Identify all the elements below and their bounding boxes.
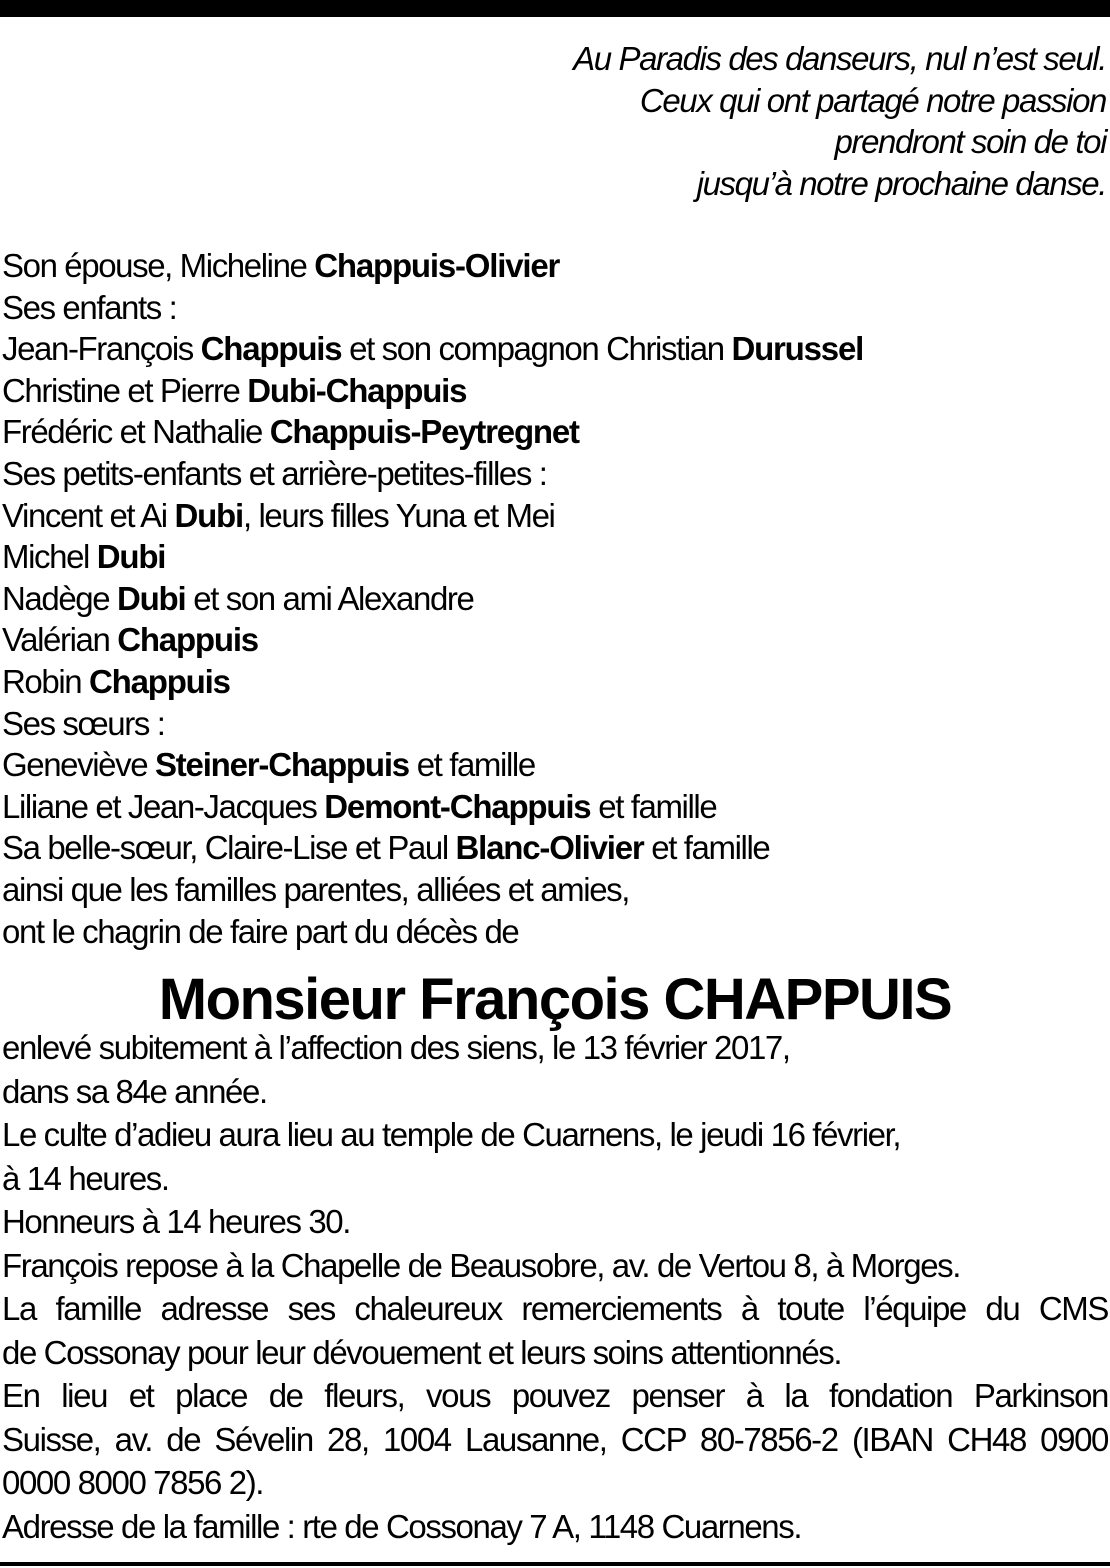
epigraph-poem	[573, 38, 1106, 204]
family-line	[2, 703, 1108, 745]
line-text: Ses enfants :	[2, 288, 177, 326]
line-text: Ses petits-enfants et arrière-petites-filles :	[2, 454, 547, 492]
deceased-name-heading: Monsieur François CHAPPUIS	[158, 967, 952, 1032]
line-text: Sa belle-sœur, Claire-Lise et Paul	[2, 829, 456, 867]
surname: Chappuis	[200, 330, 342, 368]
body-line: La famille adresse ses chaleureux remerciements à toute l’équipe du CMS	[2, 1290, 1108, 1327]
line-text: Vincent et Ai	[2, 496, 175, 534]
line-text: ainsi que les familles parentes, alliées et amies,	[2, 870, 630, 908]
family-line	[2, 370, 1108, 412]
surname: Dubi-Chappuis	[247, 371, 467, 409]
poem-line: jusqu’à notre prochaine danse.	[696, 164, 1106, 202]
body-line: Le culte d’adieu aura lieu au temple de Cuarnens, le jeudi 16 février,	[2, 1116, 901, 1153]
line-text: et famille	[643, 829, 770, 867]
body-line: enlevé subitement à l’affection des siens, le 13 février 2017,	[2, 1029, 790, 1066]
family-line	[2, 328, 1108, 370]
family-line	[2, 536, 1108, 578]
surname: Chappuis-Olivier	[314, 247, 560, 284]
top-rule	[0, 0, 1110, 17]
body-line: 0000 8000 7856 2).	[2, 1464, 264, 1501]
body-line: Adresse de la famille : rte de Cossonay 7 A, 1148 Cuarnens.	[2, 1507, 802, 1545]
line-text: et son compagnon Christian	[341, 330, 732, 368]
surname: Chappuis	[89, 662, 230, 700]
line-text: Christine et Pierre	[2, 371, 248, 409]
line-text: et son ami Alexandre	[185, 579, 474, 617]
family-line	[2, 786, 1108, 828]
body-line: à 14 heures.	[2, 1159, 169, 1197]
surname: Dubi	[96, 538, 166, 576]
family-line	[2, 287, 1108, 329]
line-text: et famille	[408, 746, 535, 784]
line-text: Michel	[2, 538, 97, 576]
line-text: Valérian	[2, 621, 118, 659]
surname: Steiner-Chappuis	[154, 746, 409, 784]
poem-line: Ceux qui ont partagé notre passion	[639, 81, 1106, 119]
line-text: Son épouse, Micheline	[2, 247, 315, 284]
bottom-rule	[0, 1562, 1110, 1566]
line-text: , leurs filles Yuna et Mei	[242, 496, 555, 534]
line-text: Liliane et Jean-Jacques	[2, 787, 325, 825]
line-text: Ses sœurs :	[2, 704, 165, 742]
surname: Dubi	[174, 496, 243, 534]
line-text: Geneviève	[2, 746, 155, 784]
family-line	[2, 869, 1108, 911]
line-text: et famille	[590, 787, 717, 825]
surname: Demont-Chappuis	[324, 787, 591, 825]
body-line: Honneurs à 14 heures 30.	[2, 1203, 350, 1240]
body-line: François repose à la Chapelle de Beausobre, av. de Vertou 8, à Morges.	[2, 1246, 961, 1284]
family-line	[2, 911, 1108, 953]
body-line: En lieu et place de fleurs, vous pouvez penser à la fondation Parkinson	[2, 1377, 1108, 1414]
surname: Chappuis-Peytregnet	[269, 413, 579, 451]
family-line	[2, 453, 1108, 495]
line-text: Robin	[2, 662, 89, 700]
line-text: ont le chagrin de faire part du décès de	[2, 912, 519, 950]
body-line: de Cossonay pour leur dévouement et leurs soins attentionnés.	[2, 1333, 842, 1371]
surname: Chappuis	[117, 621, 258, 659]
line-text: Frédéric et Nathalie	[2, 413, 270, 451]
family-line	[2, 827, 1108, 869]
family-line	[2, 619, 1108, 661]
poem-line: Au Paradis des danseurs, nul n’est seul.	[573, 40, 1106, 77]
body-line: Suisse, av. de Sévelin 28, 1004 Lausanne, CCP 80-7856-2 (IBAN CH48 0900	[2, 1420, 1108, 1458]
announcement-body	[2, 1026, 1108, 1548]
family-line	[2, 411, 1108, 453]
body-line: dans sa 84e année.	[2, 1072, 267, 1110]
family-line	[2, 578, 1108, 620]
poem-line: prendront soin de toi	[834, 123, 1106, 160]
family-list	[2, 245, 1108, 952]
family-line	[2, 495, 1108, 537]
surname: Durussel	[731, 330, 864, 368]
line-text: Jean-François	[2, 330, 201, 368]
family-line	[2, 744, 1108, 786]
surname: Dubi	[116, 579, 186, 617]
line-text: Nadège	[2, 579, 117, 617]
family-line	[2, 245, 1108, 287]
surname: Blanc-Olivier	[455, 829, 644, 867]
family-line	[2, 661, 1108, 703]
